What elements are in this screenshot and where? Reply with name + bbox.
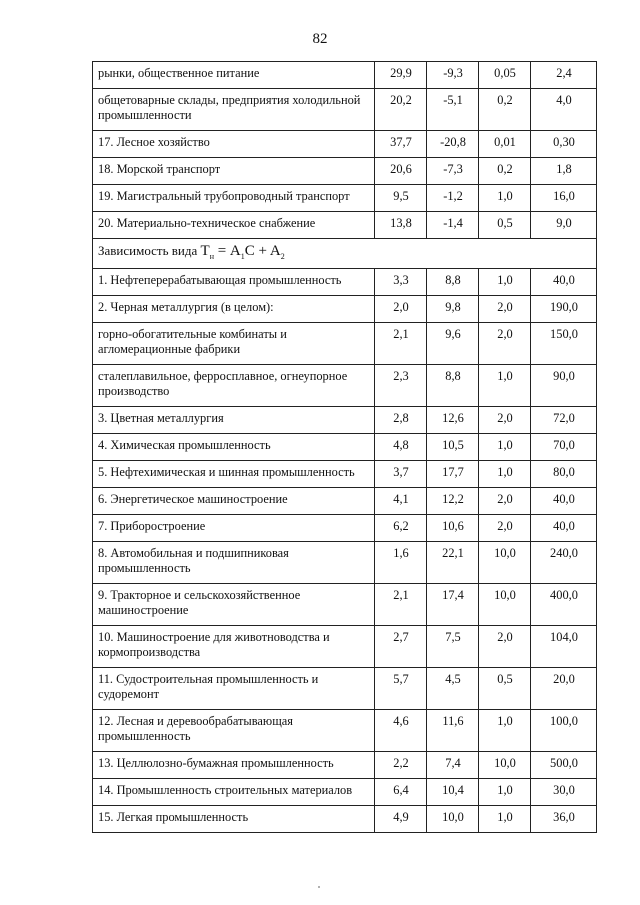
row-label: 4. Химическая промышленность bbox=[93, 434, 375, 461]
row-value: 2,3 bbox=[375, 365, 427, 407]
row-label: горно-обогатительные комбинаты и агломерационные фабрики bbox=[93, 323, 375, 365]
row-label: 11. Судостроительная промышленность и судоремонт bbox=[93, 668, 375, 710]
table-body-upper bbox=[93, 62, 597, 239]
row-label: рынки, общественное питание bbox=[93, 62, 375, 89]
row-value: 20,6 bbox=[375, 158, 427, 185]
row-label: 8. Автомобильная и подшипниковая промышленность bbox=[93, 542, 375, 584]
row-value: -20,8 bbox=[427, 131, 479, 158]
row-value: 40,0 bbox=[531, 488, 597, 515]
row-value: 0,01 bbox=[479, 131, 531, 158]
table-row bbox=[93, 212, 597, 239]
row-value: 150,0 bbox=[531, 323, 597, 365]
row-value: 0,5 bbox=[479, 668, 531, 710]
formula-t: T bbox=[200, 243, 210, 259]
row-value: 72,0 bbox=[531, 407, 597, 434]
row-value: -9,3 bbox=[427, 62, 479, 89]
row-value: 0,2 bbox=[479, 89, 531, 131]
formula-mid: C + A bbox=[244, 243, 281, 259]
row-label: 18. Морской транспорт bbox=[93, 158, 375, 185]
row-value: 0,5 bbox=[479, 212, 531, 239]
row-value: 10,0 bbox=[427, 806, 479, 833]
table-row bbox=[93, 461, 597, 488]
row-value: 1,0 bbox=[479, 779, 531, 806]
row-value: 1,0 bbox=[479, 365, 531, 407]
row-label: 6. Энергетическое машиностроение bbox=[93, 488, 375, 515]
row-label: 14. Промышленность строительных материалов bbox=[93, 779, 375, 806]
table-row bbox=[93, 365, 597, 407]
table-row bbox=[93, 323, 597, 365]
row-value: 10,6 bbox=[427, 515, 479, 542]
table-row bbox=[93, 752, 597, 779]
row-label: 2. Черная металлургия (в целом): bbox=[93, 296, 375, 323]
table-row bbox=[93, 668, 597, 710]
row-value: 1,0 bbox=[479, 434, 531, 461]
row-value: 12,2 bbox=[427, 488, 479, 515]
dependency-formula bbox=[98, 243, 285, 261]
row-value: 2,0 bbox=[479, 323, 531, 365]
table-row bbox=[93, 62, 597, 89]
row-value: 70,0 bbox=[531, 434, 597, 461]
row-value: 0,30 bbox=[531, 131, 597, 158]
row-value: 5,7 bbox=[375, 668, 427, 710]
row-value: 4,5 bbox=[427, 668, 479, 710]
row-value: 16,0 bbox=[531, 185, 597, 212]
row-value: 4,0 bbox=[531, 89, 597, 131]
row-value: 2,0 bbox=[479, 407, 531, 434]
row-value: 36,0 bbox=[531, 806, 597, 833]
table-row bbox=[93, 710, 597, 752]
table-row bbox=[93, 185, 597, 212]
formula-eq: = A bbox=[217, 243, 241, 259]
row-value: 7,4 bbox=[427, 752, 479, 779]
row-label: 10. Машиностроение для животноводства и кормопроизводства bbox=[93, 626, 375, 668]
row-value: 0,05 bbox=[479, 62, 531, 89]
row-value: 10,0 bbox=[479, 752, 531, 779]
row-value: 40,0 bbox=[531, 269, 597, 296]
row-value: 4,1 bbox=[375, 488, 427, 515]
coefficients-table bbox=[92, 61, 597, 833]
row-value: 9,6 bbox=[427, 323, 479, 365]
formula-a1-sub: 1 bbox=[240, 252, 245, 261]
table-row bbox=[93, 407, 597, 434]
table-row bbox=[93, 488, 597, 515]
row-value: 190,0 bbox=[531, 296, 597, 323]
table-row bbox=[93, 584, 597, 626]
row-value: 6,4 bbox=[375, 779, 427, 806]
row-value: 10,4 bbox=[427, 779, 479, 806]
row-value: 4,8 bbox=[375, 434, 427, 461]
row-value: 90,0 bbox=[531, 365, 597, 407]
row-value: 400,0 bbox=[531, 584, 597, 626]
row-value: 2,2 bbox=[375, 752, 427, 779]
row-label: 9. Тракторное и сельскохозяйственное машиностроение bbox=[93, 584, 375, 626]
row-value: 2,8 bbox=[375, 407, 427, 434]
table-body-lower bbox=[93, 269, 597, 833]
row-label: 17. Лесное хозяйство bbox=[93, 131, 375, 158]
row-value: 8,8 bbox=[427, 365, 479, 407]
row-label: 15. Легкая промышленность bbox=[93, 806, 375, 833]
table-row bbox=[93, 158, 597, 185]
row-value: 10,0 bbox=[479, 584, 531, 626]
section-formula-row bbox=[93, 239, 597, 269]
table-row bbox=[93, 626, 597, 668]
row-value: 40,0 bbox=[531, 515, 597, 542]
row-value: 17,4 bbox=[427, 584, 479, 626]
row-label: 5. Нефтехимическая и шинная промышленность bbox=[93, 461, 375, 488]
row-value: 4,6 bbox=[375, 710, 427, 752]
row-value: 1,0 bbox=[479, 806, 531, 833]
row-value: 104,0 bbox=[531, 626, 597, 668]
table-row bbox=[93, 296, 597, 323]
row-value: 29,9 bbox=[375, 62, 427, 89]
row-value: 30,0 bbox=[531, 779, 597, 806]
row-label: 20. Материально-техническое снабжение bbox=[93, 212, 375, 239]
row-value: 11,6 bbox=[427, 710, 479, 752]
row-value: 1,0 bbox=[479, 185, 531, 212]
table-row bbox=[93, 806, 597, 833]
row-value: 20,0 bbox=[531, 668, 597, 710]
row-value: 37,7 bbox=[375, 131, 427, 158]
row-value: 9,5 bbox=[375, 185, 427, 212]
row-value: 10,0 bbox=[479, 542, 531, 584]
row-label: общетоварные склады, предприятия холодильной промышленности bbox=[93, 89, 375, 131]
row-value: 6,2 bbox=[375, 515, 427, 542]
row-value: 2,1 bbox=[375, 323, 427, 365]
row-value: 1,0 bbox=[479, 461, 531, 488]
row-value: 2,0 bbox=[479, 515, 531, 542]
row-value: -1,2 bbox=[427, 185, 479, 212]
row-value: 2,0 bbox=[375, 296, 427, 323]
row-value: -5,1 bbox=[427, 89, 479, 131]
row-value: 1,0 bbox=[479, 269, 531, 296]
page-number: 82 bbox=[312, 31, 328, 47]
row-value: 20,2 bbox=[375, 89, 427, 131]
row-value: 240,0 bbox=[531, 542, 597, 584]
row-value: -1,4 bbox=[427, 212, 479, 239]
row-value: 80,0 bbox=[531, 461, 597, 488]
row-value: 9,8 bbox=[427, 296, 479, 323]
row-label: сталеплавильное, ферросплавное, огнеупорное производство bbox=[93, 365, 375, 407]
row-value: 7,5 bbox=[427, 626, 479, 668]
row-value: 500,0 bbox=[531, 752, 597, 779]
table-row bbox=[93, 515, 597, 542]
table-row bbox=[93, 131, 597, 158]
table-section-header bbox=[93, 239, 597, 269]
row-value: 12,6 bbox=[427, 407, 479, 434]
row-label: 12. Лесная и деревообрабатывающая промышленность bbox=[93, 710, 375, 752]
row-value: 4,9 bbox=[375, 806, 427, 833]
row-value: 13,8 bbox=[375, 212, 427, 239]
row-value: 2,0 bbox=[479, 488, 531, 515]
row-value: 100,0 bbox=[531, 710, 597, 752]
formula-prefix: Зависимость вида bbox=[98, 243, 198, 258]
row-value: 2,1 bbox=[375, 584, 427, 626]
row-value: 1,6 bbox=[375, 542, 427, 584]
row-value: 1,8 bbox=[531, 158, 597, 185]
row-label: 3. Цветная металлургия bbox=[93, 407, 375, 434]
row-value: 17,7 bbox=[427, 461, 479, 488]
table-row bbox=[93, 434, 597, 461]
scan-speck bbox=[318, 886, 320, 888]
row-value: 2,0 bbox=[479, 296, 531, 323]
table-row bbox=[93, 89, 597, 131]
row-value: 9,0 bbox=[531, 212, 597, 239]
row-value: 0,2 bbox=[479, 158, 531, 185]
row-value: 1,0 bbox=[479, 710, 531, 752]
row-label: 13. Целлюлозно-бумажная промышленность bbox=[93, 752, 375, 779]
formula-a2-sub: 2 bbox=[280, 252, 285, 261]
row-label: 7. Приборостроение bbox=[93, 515, 375, 542]
formula-t-sub: н bbox=[209, 252, 214, 261]
row-label: 19. Магистральный трубопроводный транспорт bbox=[93, 185, 375, 212]
table-row bbox=[93, 542, 597, 584]
table-row bbox=[93, 269, 597, 296]
row-value: -7,3 bbox=[427, 158, 479, 185]
row-value: 22,1 bbox=[427, 542, 479, 584]
row-value: 8,8 bbox=[427, 269, 479, 296]
row-value: 10,5 bbox=[427, 434, 479, 461]
table-row bbox=[93, 779, 597, 806]
row-value: 3,3 bbox=[375, 269, 427, 296]
row-value: 2,7 bbox=[375, 626, 427, 668]
row-label: 1. Нефтеперерабатывающая промышленность bbox=[93, 269, 375, 296]
row-value: 2,4 bbox=[531, 62, 597, 89]
row-value: 2,0 bbox=[479, 626, 531, 668]
row-value: 3,7 bbox=[375, 461, 427, 488]
